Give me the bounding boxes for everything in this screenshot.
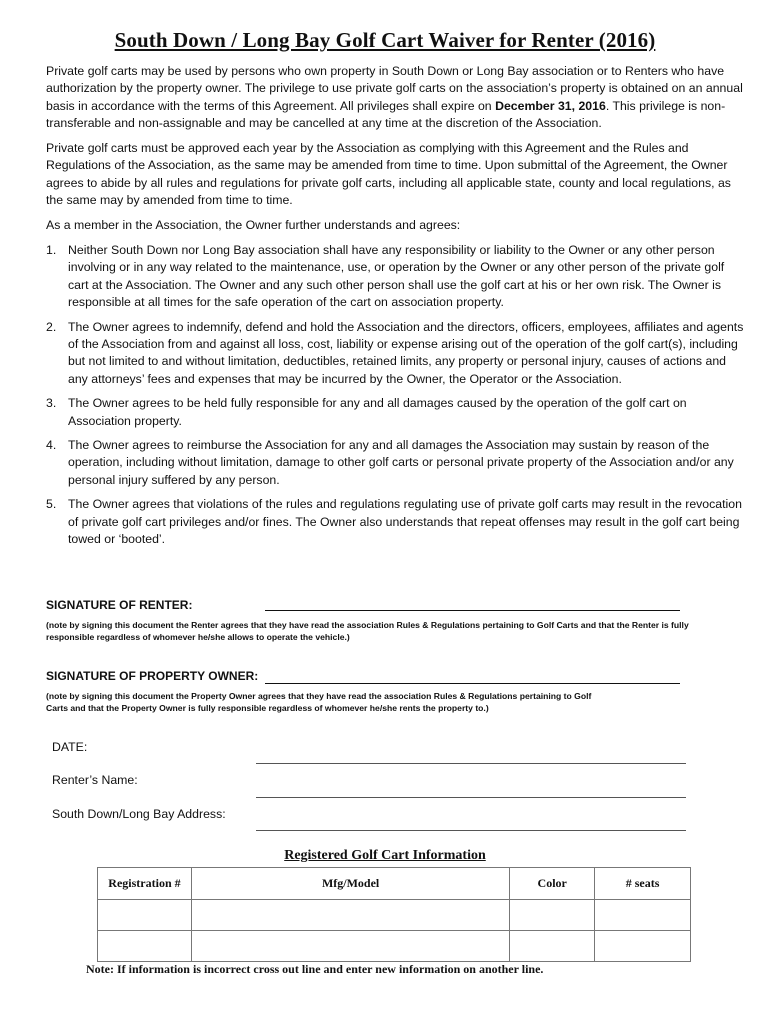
approval-paragraph: Private golf carts must be approved each year by the Association as complying with this Agreement and the Rules and Regulations of the Association, as the same may be amended from time to time. Upon submittal of the Agreement, the Owner agrees to abide by all rules and regulations for private golf carts, including all applicable state, county and local regulations, as the same may by amended from time to time.: [46, 141, 731, 208]
correction-note: Note: If information is incorrect cross out line and enter new information on another line.: [86, 962, 544, 976]
registration-title: Registered Golf Cart Information: [284, 848, 486, 863]
color-cell[interactable]: [510, 900, 595, 931]
seats-cell[interactable]: [595, 900, 691, 931]
terms-list: [46, 242, 746, 556]
item-text: The Owner agrees that violations of the rules and regulations regulating use of private golf carts may result in the revocation of private golf cart privileges and/or fines. The Owner also understands that repeat offenses may result in the golf cart being towed or ‘booted’.: [68, 497, 742, 547]
owner-signature-note: [46, 690, 716, 714]
table-row: [98, 931, 691, 962]
color-cell[interactable]: [510, 931, 595, 962]
date-field[interactable]: [256, 763, 686, 764]
address-field[interactable]: [256, 830, 686, 831]
model-cell[interactable]: [191, 931, 509, 962]
owner-signature-label: SIGNATURE OF PROPERTY OWNER:: [46, 669, 259, 683]
item-text: The Owner agrees to reimburse the Association for any and all damages the Association may sustain by reason of the operation, including without limitation, damage to other golf carts or personal private property of the Association and/or any personal injury suffered by any person.: [68, 438, 734, 487]
renter-signature-label: SIGNATURE OF RENTER:: [46, 598, 193, 612]
seats-cell[interactable]: [595, 931, 691, 962]
column-header-registration: Registration #: [98, 868, 192, 900]
renter-signature-line[interactable]: [265, 610, 680, 611]
item-text: The Owner agrees to indemnify, defend and hold the Association and the directors, officers, employees, affiliates and agents of the Association from and against all loss, cost, liability or expense arising out of the operation of the golf cart(s), including but not limited to and without limitation, deductibles, retained limits, any property or personal injury, causes of actions and any attorneys’ fees and expenses that may be incurred by the Owner, the Operator or the Association.: [68, 319, 744, 386]
list-item: [46, 319, 746, 389]
page-title: South Down / Long Bay Golf Cart Waiver for Renter (2016): [114, 28, 656, 52]
renter-name-field[interactable]: [256, 797, 686, 798]
list-item: [46, 395, 746, 430]
column-header-model: Mfg/Model: [191, 868, 509, 900]
expiration-date: December 31, 2016: [495, 98, 606, 113]
item-text: Neither South Down nor Long Bay association shall have any responsibility or liability to the Owner or any other person involving or in any way related to the maintenance, use, or operation by the Owner or any other person of the private golf cart at the Association. The Owner and any such other person shall use the golf cart at his or her own risk. The Owner is responsible at all times for the safe operation of the cart on association property.: [68, 243, 725, 310]
table-header-row: [98, 868, 691, 900]
item-number: 5.: [46, 497, 57, 512]
intro-text-start: Private golf carts may be used by persons who own property in South Down or Long Bay association or to Renters who have authorization by the property owner. The privilege to use private golf carts on the association’s property is obtained on an annual basis in accordance with the terms of this Agreement. All privileges shall expire on: [46, 64, 743, 113]
list-item: [46, 437, 746, 489]
registration-cell[interactable]: [98, 931, 192, 962]
date-label: DATE:: [52, 740, 88, 754]
owner-signature-line[interactable]: [265, 683, 680, 684]
address-label: South Down/Long Bay Address:: [52, 807, 226, 821]
item-number: 1.: [46, 243, 57, 257]
column-header-color: Color: [510, 868, 595, 900]
owner-note-line-2: Carts and that the Property Owner is fully responsible regardless of whomever he/she rents the property to.): [46, 703, 489, 713]
item-number: 2.: [46, 319, 57, 334]
item-number: 3.: [46, 396, 57, 411]
column-header-seats: # seats: [595, 868, 691, 900]
model-cell[interactable]: [191, 900, 509, 931]
agreement-lead-in: As a member in the Association, the Owner further understands and agrees:: [46, 218, 461, 232]
registration-table: [97, 867, 691, 962]
registration-cell[interactable]: [98, 900, 192, 931]
table-row: [98, 900, 691, 931]
intro-text-end: . This privilege is non-transferable and non-assignable and may be cancelled at any time at the discretion of the Association.: [46, 98, 726, 131]
renter-name-label: Renter’s Name:: [52, 773, 138, 787]
item-text: The Owner agrees to be held fully responsible for any and all damages caused by the operation of the golf cart on Association property.: [68, 396, 687, 428]
owner-note-line-1: (note by signing this document the Property Owner agrees that they have read the association Rules & Regulations pertaining to Golf: [46, 691, 592, 701]
list-item: [46, 496, 746, 548]
list-item: [46, 242, 746, 312]
renter-signature-note: (note by signing this document the Renter agrees that they have read the association Rules & Regulations pertaining to Golf Carts and that the Renter is fully responsible regardless of whomever he/she allows to operate the vehicle.): [46, 620, 689, 642]
intro-paragraph: [46, 63, 746, 133]
item-number: 4.: [46, 438, 57, 453]
